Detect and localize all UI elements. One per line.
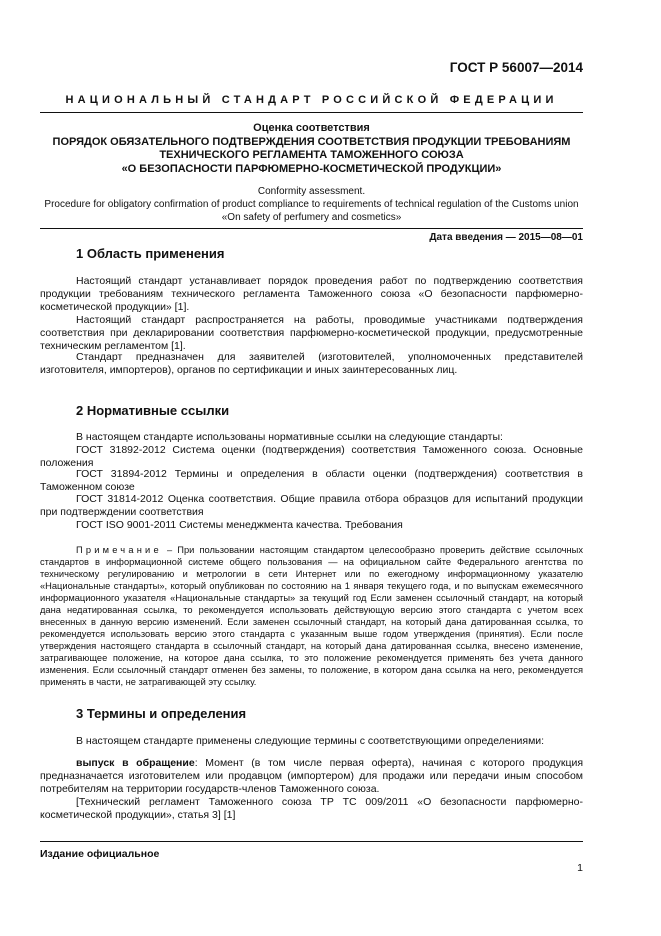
section-1-heading: 1 Область применения (76, 246, 225, 261)
title-ru-line-1: Оценка соответствия (253, 122, 370, 134)
section-1-paragraph-2-text: Настоящий стандарт распространяется на работы, проводимые участниками подтверждения соответствия при декларировании соответствия парфюмерно-косметической продукции, предусмотренные техническим регламентом [1]. (40, 314, 583, 352)
page-number: 1 (577, 862, 583, 874)
section-1-paragraph-3 (40, 351, 583, 377)
document-code: ГОСТ Р 56007—2014 (449, 60, 583, 75)
section-1-paragraph-1-text: Настоящий стандарт устанавливает порядок проведения работ по подтверждению соответствия продукции требованиям технического регламента Таможенного союза «О безопасности парфюмерно-косметической продукции» [1]. (40, 275, 583, 313)
section-3-intro (40, 735, 583, 748)
section-2-intro (40, 431, 583, 444)
term-source (40, 796, 583, 822)
section-1-paragraph-2 (40, 314, 583, 353)
normative-reference-4-text: ГОСТ ISO 9001-2011 Системы менеджмента качества. Требования (76, 519, 403, 531)
header-rule (40, 112, 583, 113)
note-text: – При пользовании настоящим стандартом целесообразно проверить действие ссылочных стандартов в информационной системе общего пользования — на официальном сайте Федерального агентства по техническому регулированию и метрологии в сети Интернет или по ежегодному информационному указателю «Национальные стандарты», который опубликован по состоянию на 1 января текущего года, и по выпускам ежемесячного информационного указателя «Национальные стандарты» за текущий год Если заменен ссылочный стандарт, на который дана недатированная ссылка, то рекомендуется использовать действующую версию этого стандарта с учетом всех внесенных в данную версию изменений. Если заменен ссылочный стандарт, на который дана датированная ссылка, то рекомендуется использовать версию этого стандарта с указанным выше годом утверждения (принятия). Если после утверждения настоящего стандарта в ссылочный стандарт, на который дана датированная ссылка, внесено изменение, затрагивающее положение, на которое дана ссылка, то это положение рекомендуется применять без учета данного изменения. Если ссылочный стандарт отменен без замены, то положение, в котором дана ссылка на него, рекомендуется применять в части, не затрагивающей эту ссылку. (40, 545, 583, 687)
section-2-intro-text: В настоящем стандарте использованы нормативные ссылки на следующие стандарты: (76, 431, 503, 443)
normative-reference-1 (40, 444, 583, 470)
section-1-paragraph-1 (40, 275, 583, 314)
national-standard-banner: НАЦИОНАЛЬНЫЙ СТАНДАРТ РОССИЙСКОЙ ФЕДЕРАЦИИ (65, 94, 558, 106)
title-en-line-2: Procedure for obligatory confirmation of product compliance to requirements of technical regulation of the Customs union (44, 199, 579, 210)
title-en-line-1: Conformity assessment. (257, 186, 366, 197)
normative-reference-3-text: ГОСТ 31814-2012 Оценка соответствия. Общие правила отбора образцов для испытаний продукции при подтверждении соответствия (40, 493, 583, 518)
section-1-paragraph-3-text: Стандарт предназначен для заявителей (изготовителей, уполномоченных представителей изготовителя, импортеров), органов по сертификации и иных заинтересованных лиц. (40, 351, 583, 376)
normative-reference-2 (40, 468, 583, 494)
title-ru (40, 122, 583, 176)
term-definition (40, 757, 583, 796)
title-en (40, 185, 583, 224)
definition-text: : Момент (в том числе первая оферта), начиная с которого продукция предназначается изготовителем или продавцом (импортером) для продажи или передачи иным способом потребителям на территории государств-членов Таможенного союза. (40, 757, 584, 795)
section-2-note (40, 544, 583, 688)
footer-rule (40, 841, 583, 842)
term: выпуск в обращение (76, 757, 195, 769)
title-ru-line-3: ТЕХНИЧЕСКОГО РЕГЛАМЕНТА ТАМОЖЕННОГО СОЮЗА (159, 149, 464, 161)
section-2-heading: 2 Нормативные ссылки (76, 403, 230, 418)
normative-reference-3 (40, 493, 583, 519)
normative-reference-2-text: ГОСТ 31894-2012 Термины и определения в области оценки (подтверждения) соответствия в Таможенном союзе (40, 468, 583, 493)
title-en-line-3: «On safety of perfumery and cosmetics» (221, 212, 402, 223)
section-3-intro-text: В настоящем стандарте применены следующие термины с соответствующими определениями: (76, 735, 545, 747)
note-label: Примечание (76, 545, 162, 555)
normative-reference-4 (40, 519, 583, 532)
term-source-text: [Технический регламент Таможенного союза ТР ТС 009/2011 «О безопасности парфюмерно-косметической продукции», статья 3] [1] (40, 796, 583, 821)
section-3-heading: 3 Термины и определения (76, 706, 247, 721)
date-of-introduction: Дата введения — 2015—08—01 (429, 232, 583, 243)
official-edition: Издание официальное (40, 848, 160, 860)
title-ru-line-2: ПОРЯДОК ОБЯЗАТЕЛЬНОГО ПОДТВЕРЖДЕНИЯ СООТВЕТСТВИЯ ПРОДУКЦИИ ТРЕБОВАНИЯМ (52, 135, 571, 148)
title-rule (40, 228, 583, 229)
normative-reference-1-text: ГОСТ 31892-2012 Система оценки (подтверждения) соответствия Таможенного союза. Основные положения (40, 444, 583, 469)
title-ru-line-4: «О БЕЗОПАСНОСТИ ПАРФЮМЕРНО-КОСМЕТИЧЕСКОЙ ПРОДУКЦИИ» (121, 162, 502, 175)
